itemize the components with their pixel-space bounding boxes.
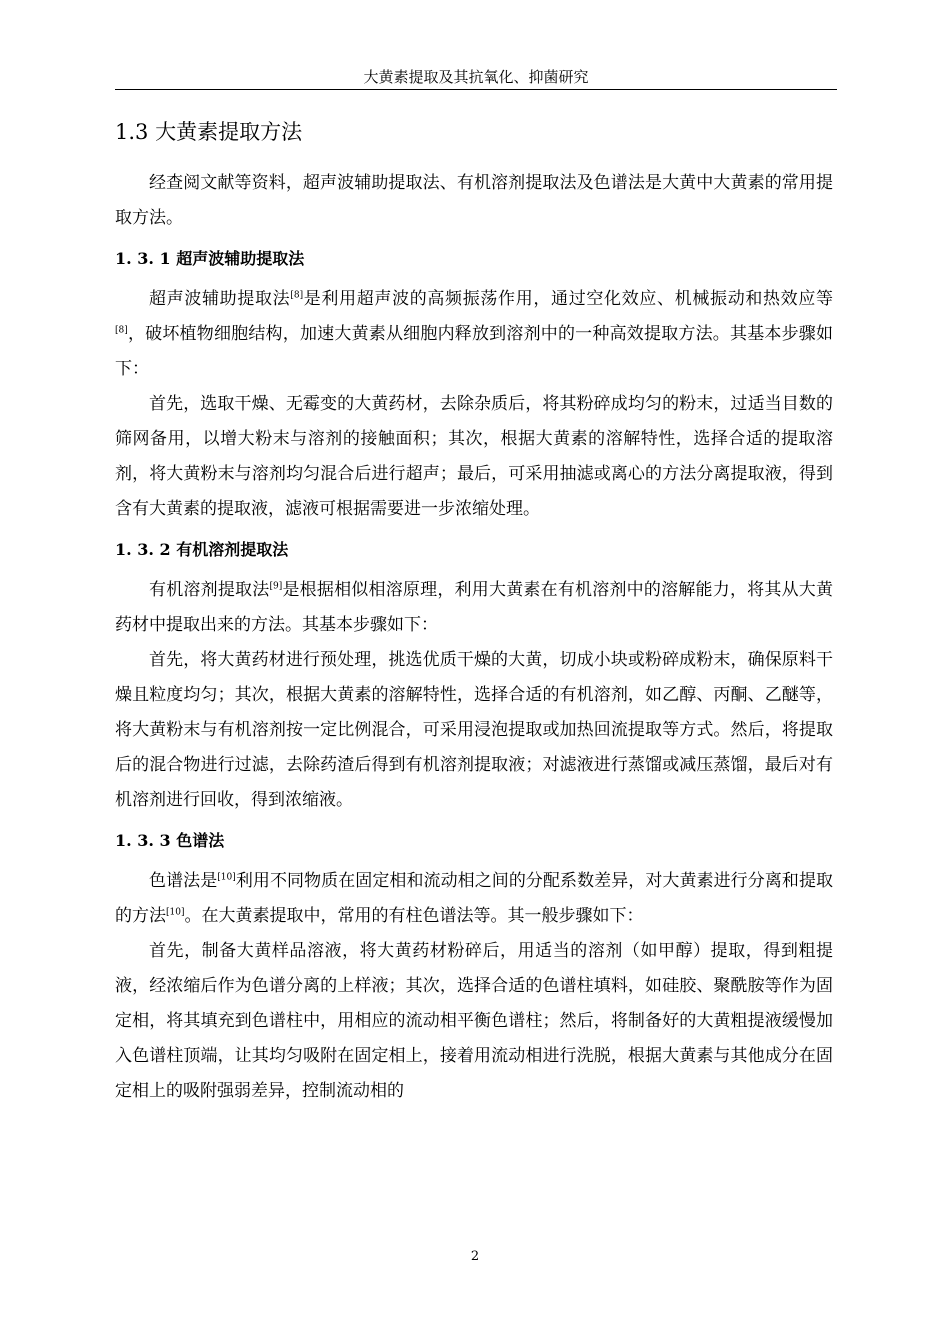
subsection-title-organic-solvent: 1. 3. 2 有机溶剂提取法 [115,540,289,559]
page-body [115,112,833,1109]
citation: [9] [269,581,283,592]
section-title: 1.3 大黄素提取方法 [115,120,303,144]
text-span: 有机溶剂提取法 [149,580,270,600]
section-intro: 经查阅文献等资料，超声波辅助提取法、有机溶剂提取法及色谱法是大黄中大黄素的常用提取方法。 [115,173,833,228]
ultrasonic-paragraph-1 [115,282,833,387]
chromatography-paragraph-1 [115,864,833,934]
ultrasonic-paragraph-2: 首先，选取干燥、无霉变的大黄药材，去除杂质后，将其粉碎成均匀的粉末，过适当目数的筛网备用，以增大粉末与溶剂的接触面积；其次，根据大黄素的溶解特性，选择合适的提取溶剂，将大黄粉末与溶剂均匀混合后进行超声；最后，可采用抽滤或离心的方法分离提取液，得到含有大黄素的提取液，滤液可根据需要进一步浓缩处理。 [115,394,833,519]
citation: [10] [217,872,236,883]
citation: [8] [115,325,128,336]
text-span: 是根据相似相溶原理，利用大黄素在有机溶剂中的溶解能力，将其从大黄药材中提取出来的方法。其基本步骤如下： [115,580,834,635]
text-span: 是利用超声波的高频振荡作用，通过空化效应、机械振动和热效应等 [303,289,834,309]
chromatography-paragraph-2: 首先，制备大黄样品溶液，将大黄药材粉碎后，用适当的溶剂（如甲醇）提取，得到粗提液，经浓缩后作为色谱分离的上样液；其次，选择合适的色谱柱填料，如硅胶、聚酰胺等作为固定相，将其填充到色谱柱中，用相应的流动相平衡色谱柱；然后，将制备好的大黄粗提液缓慢加入色谱柱顶端，让其均匀吸附在固定相上，接着用流动相进行洗脱，根据大黄素与其他成分在固定相上的吸附强弱差异，控制流动相的 [115,941,833,1101]
text-span: 色谱法是 [149,871,218,891]
text-span: 利用不同物质在固定相和流动相之间的分配系数差异，对大黄素进行分离和提取的方法 [115,871,834,926]
organic-paragraph-1 [115,573,833,643]
page-number: 2 [470,1249,480,1264]
text-span: 超声波辅助提取法 [149,289,291,309]
organic-paragraph-2: 首先，将大黄药材进行预处理，挑选优质干燥的大黄，切成小块或粉碎成粉末，确保原料干燥且粒度均匀；其次，根据大黄素的溶解特性，选择合适的有机溶剂，如乙醇、丙酮、乙醚等，将大黄粉末与有机溶剂按一定比例混合，可采用浸泡提取或加热回流提取等方式。然后，将提取后的混合物进行过滤，去除药渣后得到有机溶剂提取液；对滤液进行蒸馏或减压蒸馏，最后对有机溶剂进行回收，得到浓缩液。 [115,650,833,810]
running-header: 大黄素提取及其抗氧化、抑菌研究 [115,66,837,90]
subsection-title-ultrasonic: 1. 3. 1 超声波辅助提取法 [115,249,305,268]
citation: [8] [290,290,304,301]
text-span: ，破坏植物细胞结构，加速大黄素从细胞内释放到溶剂中的一种高效提取方法。其基本步骤如下： [115,324,833,379]
citation: [10] [166,907,185,918]
text-span: 。在大黄素提取中，常用的有柱色谱法等。其一般步骤如下： [184,906,644,926]
subsection-title-chromatography: 1. 3. 3 色谱法 [115,831,225,850]
